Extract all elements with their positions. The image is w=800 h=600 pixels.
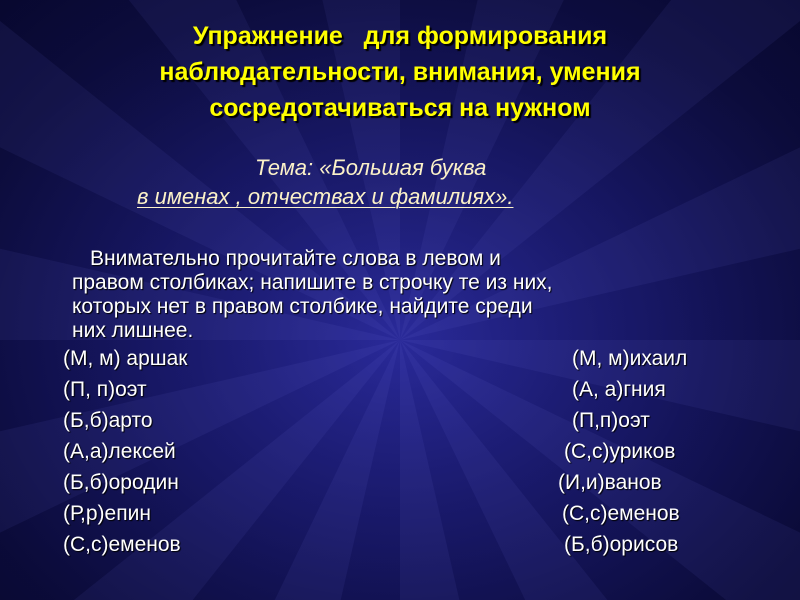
left-word: (М, м) аршак [63,347,188,370]
instruction-text [72,247,762,343]
title-line-3: сосредотачиваться на нужном [209,94,591,122]
word-row [0,440,800,471]
instruction-line-1: Внимательно прочитайте слова в левом и [90,247,501,270]
word-row [0,347,800,378]
right-word: (П,п)оэт [572,409,650,432]
right-word: (Б,б)орисов [564,533,679,556]
left-word: (П, п)оэт [63,378,147,401]
topic-line-2: в именах , отчествах и фамилиях». [137,184,514,209]
word-row [0,471,800,502]
right-word: (А, а)гния [572,378,666,401]
left-word: (Б,б)ородин [63,471,179,494]
right-word: (И,и)ванов [558,471,662,494]
instruction-line-2: правом столбиках; напишите в строчку те из них, [72,271,553,294]
left-word: (С,с)еменов [63,533,181,556]
word-row [0,378,800,409]
instruction-line-3: которых нет в правом столбике, найдите среди [72,295,533,318]
title-line-1: Упражнение для формирования [192,22,608,50]
word-row [0,502,800,533]
left-word: (Б,б)арто [63,409,153,432]
right-word: (С,с)еменов [562,502,680,525]
word-row [0,533,800,564]
topic-line-1: Тема: «Большая буква [255,155,487,180]
right-word: (С,с)уриков [564,440,676,463]
instruction-line-4: них лишнее. [72,319,194,342]
left-word: (Р,р)епин [63,502,151,525]
word-columns [0,347,800,564]
left-word: (А,а)лексей [63,440,176,463]
word-row [0,409,800,440]
right-word: (М, м)ихаил [572,347,688,370]
title-line-2: наблюдательности, внимания, умения [159,58,641,86]
slide-title [0,18,800,126]
